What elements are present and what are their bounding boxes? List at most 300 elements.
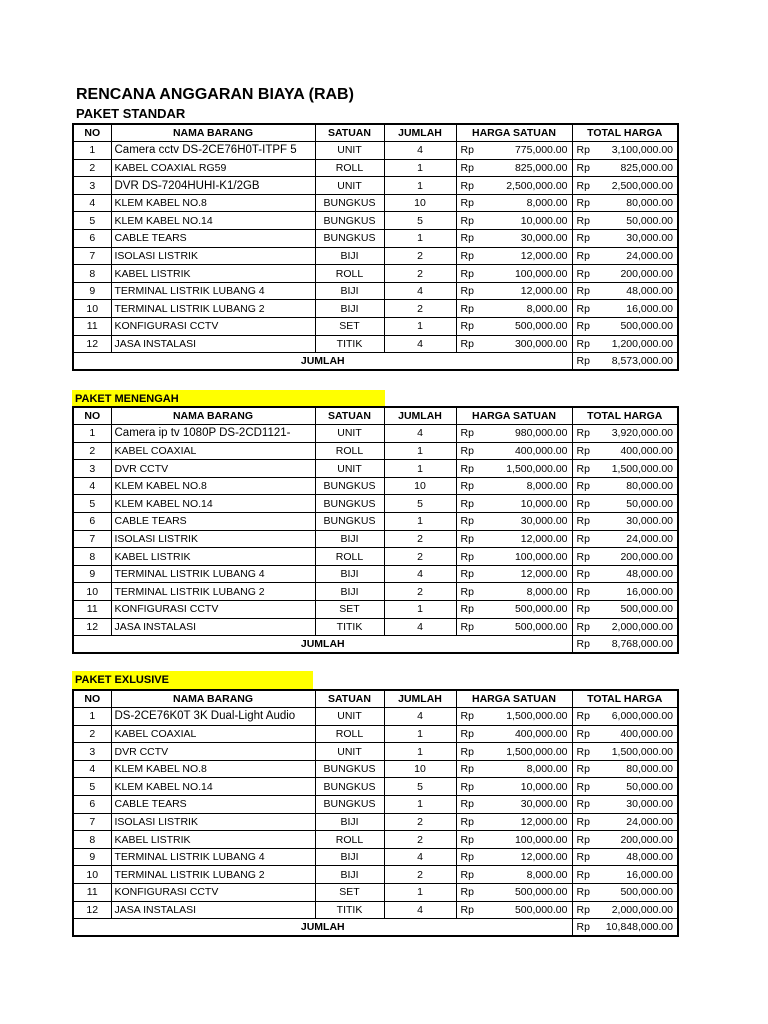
row-total-harga [572,142,678,160]
header-harga-satuan: HARGA SATUAN [456,690,572,708]
row-jumlah: 2 [384,265,456,283]
row-total-harga-value: 200,000.00 [620,833,673,846]
currency-symbol: Rp [460,568,474,581]
row-harga-satuan-value: 500,000.00 [514,620,568,633]
row-total-harga-value: 1,500,000.00 [611,745,673,758]
row-nama-barang: JASA INSTALASI [111,618,315,636]
rab-table-menengah [72,406,679,654]
currency-symbol: Rp [576,763,590,776]
row-nama-barang: ISOLASI LISTRIK [111,247,315,265]
row-satuan: ROLL [315,831,384,849]
row-satuan: BUNGKUS [315,230,384,248]
row-harga-satuan [456,813,572,831]
header-jumlah: JUMLAH [384,124,456,142]
row-harga-satuan [456,335,572,353]
table-row [73,230,678,248]
row-jumlah: 1 [384,743,456,761]
row-total-harga [572,212,678,230]
row-total-harga-value: 200,000.00 [620,267,673,280]
currency-symbol: Rp [576,868,590,881]
row-jumlah: 5 [384,495,456,513]
currency-symbol: Rp [576,197,590,210]
currency-symbol: Rp [460,497,474,510]
table-total-row [73,636,678,654]
row-satuan: BUNGKUS [315,495,384,513]
table-row [73,247,678,265]
currency-symbol: Rp [576,285,590,298]
row-satuan: UNIT [315,425,384,443]
row-jumlah: 2 [384,583,456,601]
currency-symbol: Rp [576,815,590,828]
row-total-harga [572,282,678,300]
row-harga-satuan-value: 30,000.00 [520,515,568,528]
header-harga-satuan: HARGA SATUAN [456,124,572,142]
table-row [73,796,678,814]
table-row [73,831,678,849]
table-row [73,318,678,336]
row-harga-satuan [456,265,572,283]
currency-symbol: Rp [460,267,474,280]
row-total-harga [572,495,678,513]
row-nama-barang: TERMINAL LISTRIK LUBANG 2 [111,300,315,318]
row-satuan: BIJI [315,247,384,265]
row-no: 6 [73,513,111,531]
row-satuan: ROLL [315,442,384,460]
row-total-harga [572,866,678,884]
row-harga-satuan-value: 1,500,000.00 [506,462,568,475]
row-harga-satuan [456,513,572,531]
table-total-row [73,353,678,371]
row-total-harga-value: 80,000.00 [626,763,673,776]
row-satuan: ROLL [315,725,384,743]
row-nama-barang: KABEL LISTRIK [111,265,315,283]
currency-symbol: Rp [460,603,474,616]
row-total-harga [572,760,678,778]
row-harga-satuan [456,778,572,796]
row-total-harga-value: 30,000.00 [626,798,673,811]
header-satuan: SATUAN [315,690,384,708]
row-harga-satuan-value: 30,000.00 [520,798,568,811]
row-harga-satuan [456,743,572,761]
row-total-harga-value: 400,000.00 [620,444,673,457]
table-row [73,601,678,619]
row-harga-satuan-value: 12,000.00 [520,568,568,581]
jumlah-total-value [572,353,678,371]
table-row [73,901,678,919]
row-jumlah: 1 [384,513,456,531]
jumlah-total-value-value: 10,848,000.00 [605,921,673,934]
row-satuan: BIJI [315,300,384,318]
row-total-harga [572,318,678,336]
row-harga-satuan-value: 100,000.00 [514,833,568,846]
row-total-harga-value: 24,000.00 [626,532,673,545]
row-jumlah: 1 [384,884,456,902]
row-harga-satuan-value: 1,500,000.00 [506,745,568,758]
currency-symbol: Rp [460,532,474,545]
table-row [73,760,678,778]
row-total-harga [572,159,678,177]
row-nama-barang: KLEM KABEL NO.14 [111,495,315,513]
row-jumlah: 1 [384,230,456,248]
table-row [73,212,678,230]
row-satuan: BUNGKUS [315,778,384,796]
row-jumlah: 4 [384,425,456,443]
row-total-harga [572,513,678,531]
row-harga-satuan-value: 775,000.00 [514,144,568,157]
currency-symbol: Rp [460,780,474,793]
table-row [73,177,678,195]
row-satuan: ROLL [315,159,384,177]
currency-symbol: Rp [460,550,474,563]
row-no: 9 [73,848,111,866]
currency-symbol: Rp [576,427,590,440]
table-row [73,530,678,548]
row-jumlah: 5 [384,778,456,796]
row-total-harga-value: 2,000,000.00 [611,903,673,916]
row-harga-satuan [456,142,572,160]
currency-symbol: Rp [576,620,590,633]
row-nama-barang: CABLE TEARS [111,796,315,814]
table-row [73,477,678,495]
row-harga-satuan-value: 300,000.00 [514,337,568,350]
header-satuan: SATUAN [315,407,384,425]
row-nama-barang: KONFIGURASI CCTV [111,601,315,619]
row-total-harga-value: 825,000.00 [620,161,673,174]
row-nama-barang: JASA INSTALASI [111,335,315,353]
row-satuan: BUNGKUS [315,477,384,495]
row-jumlah: 4 [384,901,456,919]
row-nama-barang: KLEM KABEL NO.14 [111,212,315,230]
currency-symbol: Rp [460,815,474,828]
row-no: 12 [73,335,111,353]
row-satuan: BIJI [315,813,384,831]
row-total-harga-value: 50,000.00 [626,497,673,510]
currency-symbol: Rp [576,585,590,598]
row-satuan: SET [315,884,384,902]
currency-symbol: Rp [576,550,590,563]
row-no: 3 [73,743,111,761]
row-harga-satuan-value: 500,000.00 [514,886,568,899]
header-harga-satuan: HARGA SATUAN [456,407,572,425]
currency-symbol: Rp [460,285,474,298]
row-jumlah: 2 [384,548,456,566]
row-jumlah: 4 [384,618,456,636]
row-nama-barang: TERMINAL LISTRIK LUBANG 4 [111,282,315,300]
currency-symbol: Rp [460,886,474,899]
row-harga-satuan [456,230,572,248]
currency-symbol: Rp [576,480,590,493]
row-total-harga [572,778,678,796]
currency-symbol: Rp [460,798,474,811]
row-jumlah: 1 [384,177,456,195]
row-no: 3 [73,460,111,478]
row-total-harga [572,831,678,849]
table-row [73,460,678,478]
row-harga-satuan-value: 400,000.00 [514,444,568,457]
row-harga-satuan [456,442,572,460]
document-title: RENCANA ANGGARAN BIAYA (RAB) [76,86,354,103]
row-harga-satuan [456,282,572,300]
row-harga-satuan-value: 100,000.00 [514,550,568,563]
header-no: NO [73,124,111,142]
jumlah-total-label: JUMLAH [73,353,572,371]
table-row [73,618,678,636]
row-total-harga-value: 50,000.00 [626,214,673,227]
row-no: 10 [73,583,111,601]
table-row [73,142,678,160]
currency-symbol: Rp [576,710,590,723]
row-total-harga-value: 80,000.00 [626,197,673,210]
row-harga-satuan-value: 400,000.00 [514,727,568,740]
row-harga-satuan [456,530,572,548]
currency-symbol: Rp [576,214,590,227]
currency-symbol: Rp [460,515,474,528]
row-total-harga-value: 500,000.00 [620,886,673,899]
row-total-harga [572,548,678,566]
row-harga-satuan [456,177,572,195]
row-harga-satuan [456,583,572,601]
row-nama-barang: TERMINAL LISTRIK LUBANG 4 [111,848,315,866]
currency-symbol: Rp [460,427,474,440]
table-row [73,425,678,443]
table-row [73,725,678,743]
row-jumlah: 2 [384,866,456,884]
row-no: 2 [73,159,111,177]
row-satuan: BUNGKUS [315,796,384,814]
row-nama-barang: TERMINAL LISTRIK LUBANG 2 [111,583,315,601]
package-menengah-label: PAKET MENENGAH [72,390,385,408]
row-no: 6 [73,796,111,814]
currency-symbol: Rp [460,214,474,227]
row-total-harga-value: 16,000.00 [626,585,673,598]
row-jumlah: 4 [384,708,456,726]
currency-symbol: Rp [460,302,474,315]
jumlah-total-value-value: 8,768,000.00 [611,638,673,651]
table-row [73,300,678,318]
row-nama-barang: Camera cctv DS-2CE76H0T-ITPF 5 [111,142,315,160]
row-no: 2 [73,442,111,460]
row-no: 1 [73,708,111,726]
currency-symbol: Rp [460,763,474,776]
row-satuan: SET [315,318,384,336]
row-nama-barang: DS-2CE76K0T 3K Dual-Light Audio [111,708,315,726]
row-satuan: UNIT [315,743,384,761]
currency-symbol: Rp [576,745,590,758]
row-satuan: BUNGKUS [315,760,384,778]
row-satuan: ROLL [315,548,384,566]
currency-symbol: Rp [460,903,474,916]
row-jumlah: 2 [384,831,456,849]
row-harga-satuan [456,425,572,443]
row-harga-satuan-value: 30,000.00 [520,232,568,245]
row-total-harga [572,425,678,443]
row-satuan: BUNGKUS [315,212,384,230]
row-total-harga [572,708,678,726]
currency-symbol: Rp [576,320,590,333]
currency-symbol: Rp [576,727,590,740]
row-no: 4 [73,760,111,778]
row-satuan: UNIT [315,708,384,726]
row-satuan: UNIT [315,142,384,160]
jumlah-total-value-value: 8,573,000.00 [611,355,673,368]
row-nama-barang: KLEM KABEL NO.14 [111,778,315,796]
row-harga-satuan [456,618,572,636]
header-nama-barang: NAMA BARANG [111,690,315,708]
jumlah-total-label: JUMLAH [73,636,572,654]
row-jumlah: 4 [384,565,456,583]
table-row [73,565,678,583]
row-harga-satuan-value: 1,500,000.00 [506,710,568,723]
row-nama-barang: CABLE TEARS [111,230,315,248]
row-nama-barang: KLEM KABEL NO.8 [111,760,315,778]
currency-symbol: Rp [576,497,590,510]
row-harga-satuan-value: 10,000.00 [520,780,568,793]
package-exlusive-label: PAKET EXLUSIVE [72,671,313,689]
row-total-harga [572,460,678,478]
row-total-harga-value: 1,200,000.00 [611,337,673,350]
row-harga-satuan [456,460,572,478]
row-harga-satuan-value: 500,000.00 [514,903,568,916]
row-total-harga [572,583,678,601]
row-jumlah: 5 [384,212,456,230]
row-jumlah: 2 [384,300,456,318]
row-harga-satuan [456,725,572,743]
row-harga-satuan-value: 12,000.00 [520,249,568,262]
table-header-row [73,124,678,142]
currency-symbol: Rp [460,232,474,245]
currency-symbol: Rp [460,727,474,740]
row-harga-satuan [456,159,572,177]
currency-symbol: Rp [460,585,474,598]
row-satuan: BUNGKUS [315,194,384,212]
row-total-harga-value: 48,000.00 [626,851,673,864]
table-row [73,708,678,726]
row-jumlah: 4 [384,282,456,300]
row-total-harga [572,477,678,495]
table-row [73,848,678,866]
row-jumlah: 1 [384,601,456,619]
table-row [73,159,678,177]
header-no: NO [73,407,111,425]
row-no: 4 [73,194,111,212]
currency-symbol: Rp [576,851,590,864]
row-total-harga-value: 16,000.00 [626,868,673,881]
row-no: 11 [73,601,111,619]
header-nama-barang: NAMA BARANG [111,407,315,425]
row-harga-satuan [456,212,572,230]
row-harga-satuan-value: 500,000.00 [514,603,568,616]
row-total-harga-value: 30,000.00 [626,232,673,245]
row-total-harga [572,265,678,283]
row-harga-satuan [456,708,572,726]
row-no: 8 [73,831,111,849]
currency-symbol: Rp [576,638,590,651]
header-jumlah: JUMLAH [384,690,456,708]
row-no: 1 [73,425,111,443]
row-satuan: TITIK [315,618,384,636]
currency-symbol: Rp [576,532,590,545]
currency-symbol: Rp [460,320,474,333]
currency-symbol: Rp [460,745,474,758]
row-total-harga-value: 48,000.00 [626,285,673,298]
row-harga-satuan-value: 10,000.00 [520,214,568,227]
currency-symbol: Rp [460,337,474,350]
rab-table-exlusive [72,689,679,937]
row-jumlah: 4 [384,335,456,353]
row-satuan: BIJI [315,583,384,601]
row-harga-satuan-value: 8,000.00 [526,480,568,493]
jumlah-total-label: JUMLAH [73,919,572,937]
currency-symbol: Rp [576,903,590,916]
row-harga-satuan [456,300,572,318]
row-no: 7 [73,530,111,548]
row-harga-satuan-value: 825,000.00 [514,161,568,174]
row-nama-barang: Camera ip tv 1080P DS-2CD1121- [111,425,315,443]
currency-symbol: Rp [460,161,474,174]
header-total-harga: TOTAL HARGA [572,690,678,708]
currency-symbol: Rp [460,249,474,262]
row-harga-satuan-value: 12,000.00 [520,851,568,864]
row-nama-barang: DVR CCTV [111,460,315,478]
row-harga-satuan [456,477,572,495]
row-no: 5 [73,778,111,796]
table-row [73,265,678,283]
row-no: 6 [73,230,111,248]
row-harga-satuan-value: 10,000.00 [520,497,568,510]
currency-symbol: Rp [576,144,590,157]
row-no: 2 [73,725,111,743]
row-satuan: BIJI [315,282,384,300]
row-total-harga-value: 16,000.00 [626,302,673,315]
row-total-harga-value: 1,500,000.00 [611,462,673,475]
row-harga-satuan [456,601,572,619]
package-standar-title: PAKET STANDAR [76,106,186,121]
row-harga-satuan-value: 12,000.00 [520,815,568,828]
row-jumlah: 1 [384,725,456,743]
row-no: 7 [73,247,111,265]
row-nama-barang: KABEL LISTRIK [111,548,315,566]
row-nama-barang: KABEL LISTRIK [111,831,315,849]
row-satuan: BIJI [315,530,384,548]
row-satuan: ROLL [315,265,384,283]
currency-symbol: Rp [576,161,590,174]
row-harga-satuan-value: 12,000.00 [520,285,568,298]
row-total-harga [572,901,678,919]
row-jumlah: 1 [384,318,456,336]
row-no: 10 [73,866,111,884]
table-row [73,442,678,460]
row-no: 7 [73,813,111,831]
row-satuan: SET [315,601,384,619]
table-row [73,282,678,300]
currency-symbol: Rp [460,462,474,475]
row-total-harga-value: 48,000.00 [626,568,673,581]
jumlah-total-value [572,636,678,654]
row-harga-satuan [456,495,572,513]
table-row [73,513,678,531]
row-harga-satuan [456,760,572,778]
row-harga-satuan-value: 8,000.00 [526,302,568,315]
row-nama-barang: KLEM KABEL NO.8 [111,194,315,212]
row-satuan: TITIK [315,901,384,919]
table-header-row [73,407,678,425]
row-total-harga [572,230,678,248]
row-nama-barang: KONFIGURASI CCTV [111,884,315,902]
row-nama-barang: KLEM KABEL NO.8 [111,477,315,495]
currency-symbol: Rp [576,833,590,846]
header-total-harga: TOTAL HARGA [572,124,678,142]
currency-symbol: Rp [576,232,590,245]
